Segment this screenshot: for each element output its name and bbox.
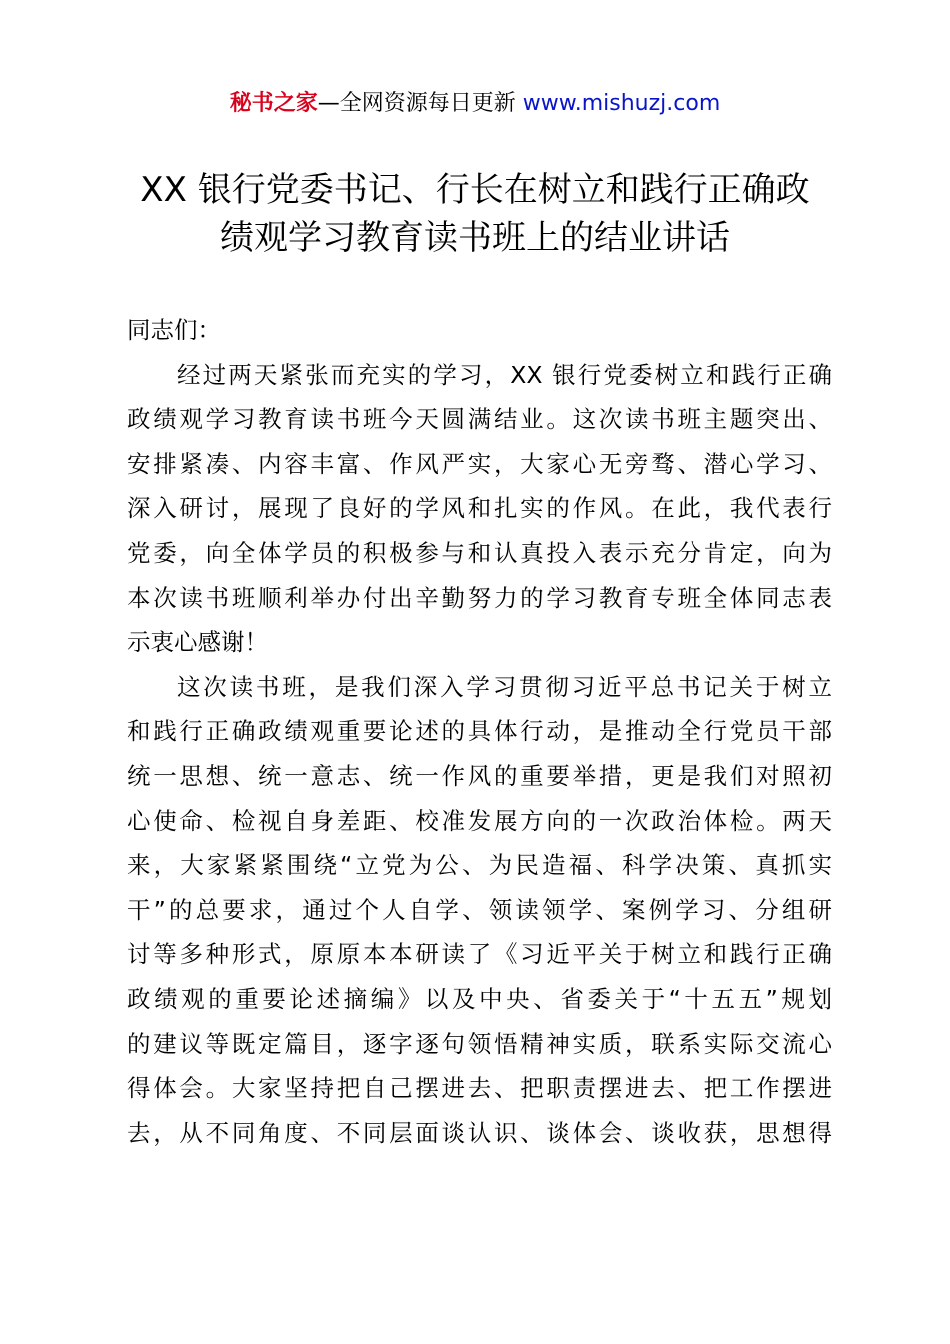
paragraph-line: 心使命、检视自身差距、校准发展方向的一次政治体检。两天 — [127, 806, 832, 835]
paragraph-line: 干”的总要求，通过个人自学、领读领学、案例学习、分组研 — [127, 895, 832, 924]
paragraph-line: 和践行正确政绩观重要论述的具体行动，是推动全行党员干部 — [127, 717, 832, 746]
paragraph-line: 经过两天紧张而充实的学习，XX 银行党委树立和践行正确 — [177, 360, 832, 389]
document-title — [100, 166, 850, 262]
paragraph-line: 讨等多种形式，原原本本研读了《习近平关于树立和践行正确 — [127, 940, 832, 969]
paragraph-line: 党委，向全体学员的积极参与和认真投入表示充分肯定，向为 — [127, 538, 832, 567]
paragraph-line: 安排紧凑、内容丰富、作风严实，大家心无旁骛、潜心学习、 — [127, 449, 832, 478]
paragraph-line: 的建议等既定篇目，逐字逐句领悟精神实质，联系实际交流心 — [127, 1029, 832, 1058]
site-tagline: —全网资源每日更新 — [317, 91, 523, 116]
brand-name: 秘书之家 — [229, 91, 318, 116]
paragraph-2 — [127, 665, 832, 1156]
site-header — [0, 88, 950, 120]
paragraph-line: 示衷心感谢！ — [127, 628, 268, 657]
paragraph-line: 来，大家紧紧围绕“立党为公、为民造福、科学决策、真抓实 — [127, 851, 832, 880]
paragraph-line: 统一思想、统一意志、统一作风的重要举措，更是我们对照初 — [127, 761, 832, 790]
paragraph-line: 这次读书班，是我们深入学习贯彻习近平总书记关于树立 — [177, 672, 832, 701]
salutation: 同志们： — [127, 316, 221, 344]
paragraph-line: 去，从不同角度、不同层面谈认识、谈体会、谈收获，思想得 — [127, 1118, 832, 1147]
title-line-2: 绩观学习教育读书班上的结业讲话 — [220, 218, 730, 258]
paragraph-line: 得体会。大家坚持把自己摆进去、把职责摆进去、把工作摆进 — [127, 1074, 832, 1103]
document-body — [127, 308, 832, 1155]
paragraph-line: 政绩观的重要论述摘编》以及中央、省委关于“十五五”规划 — [127, 984, 832, 1013]
paragraph-line: 深入研讨，展现了良好的学风和扎实的作风。在此，我代表行 — [127, 494, 832, 523]
paragraph-1 — [127, 353, 832, 665]
paragraph-line: 本次读书班顺利举办付出辛勤努力的学习教育专班全体同志表 — [127, 583, 832, 612]
paragraph-line: 政绩观学习教育读书班今天圆满结业。这次读书班主题突出、 — [127, 405, 832, 434]
title-line-1: XX 银行党委书记、行长在树立和践行正确政 — [140, 170, 810, 210]
site-url-link[interactable]: www.mishuzj.com — [522, 91, 721, 116]
